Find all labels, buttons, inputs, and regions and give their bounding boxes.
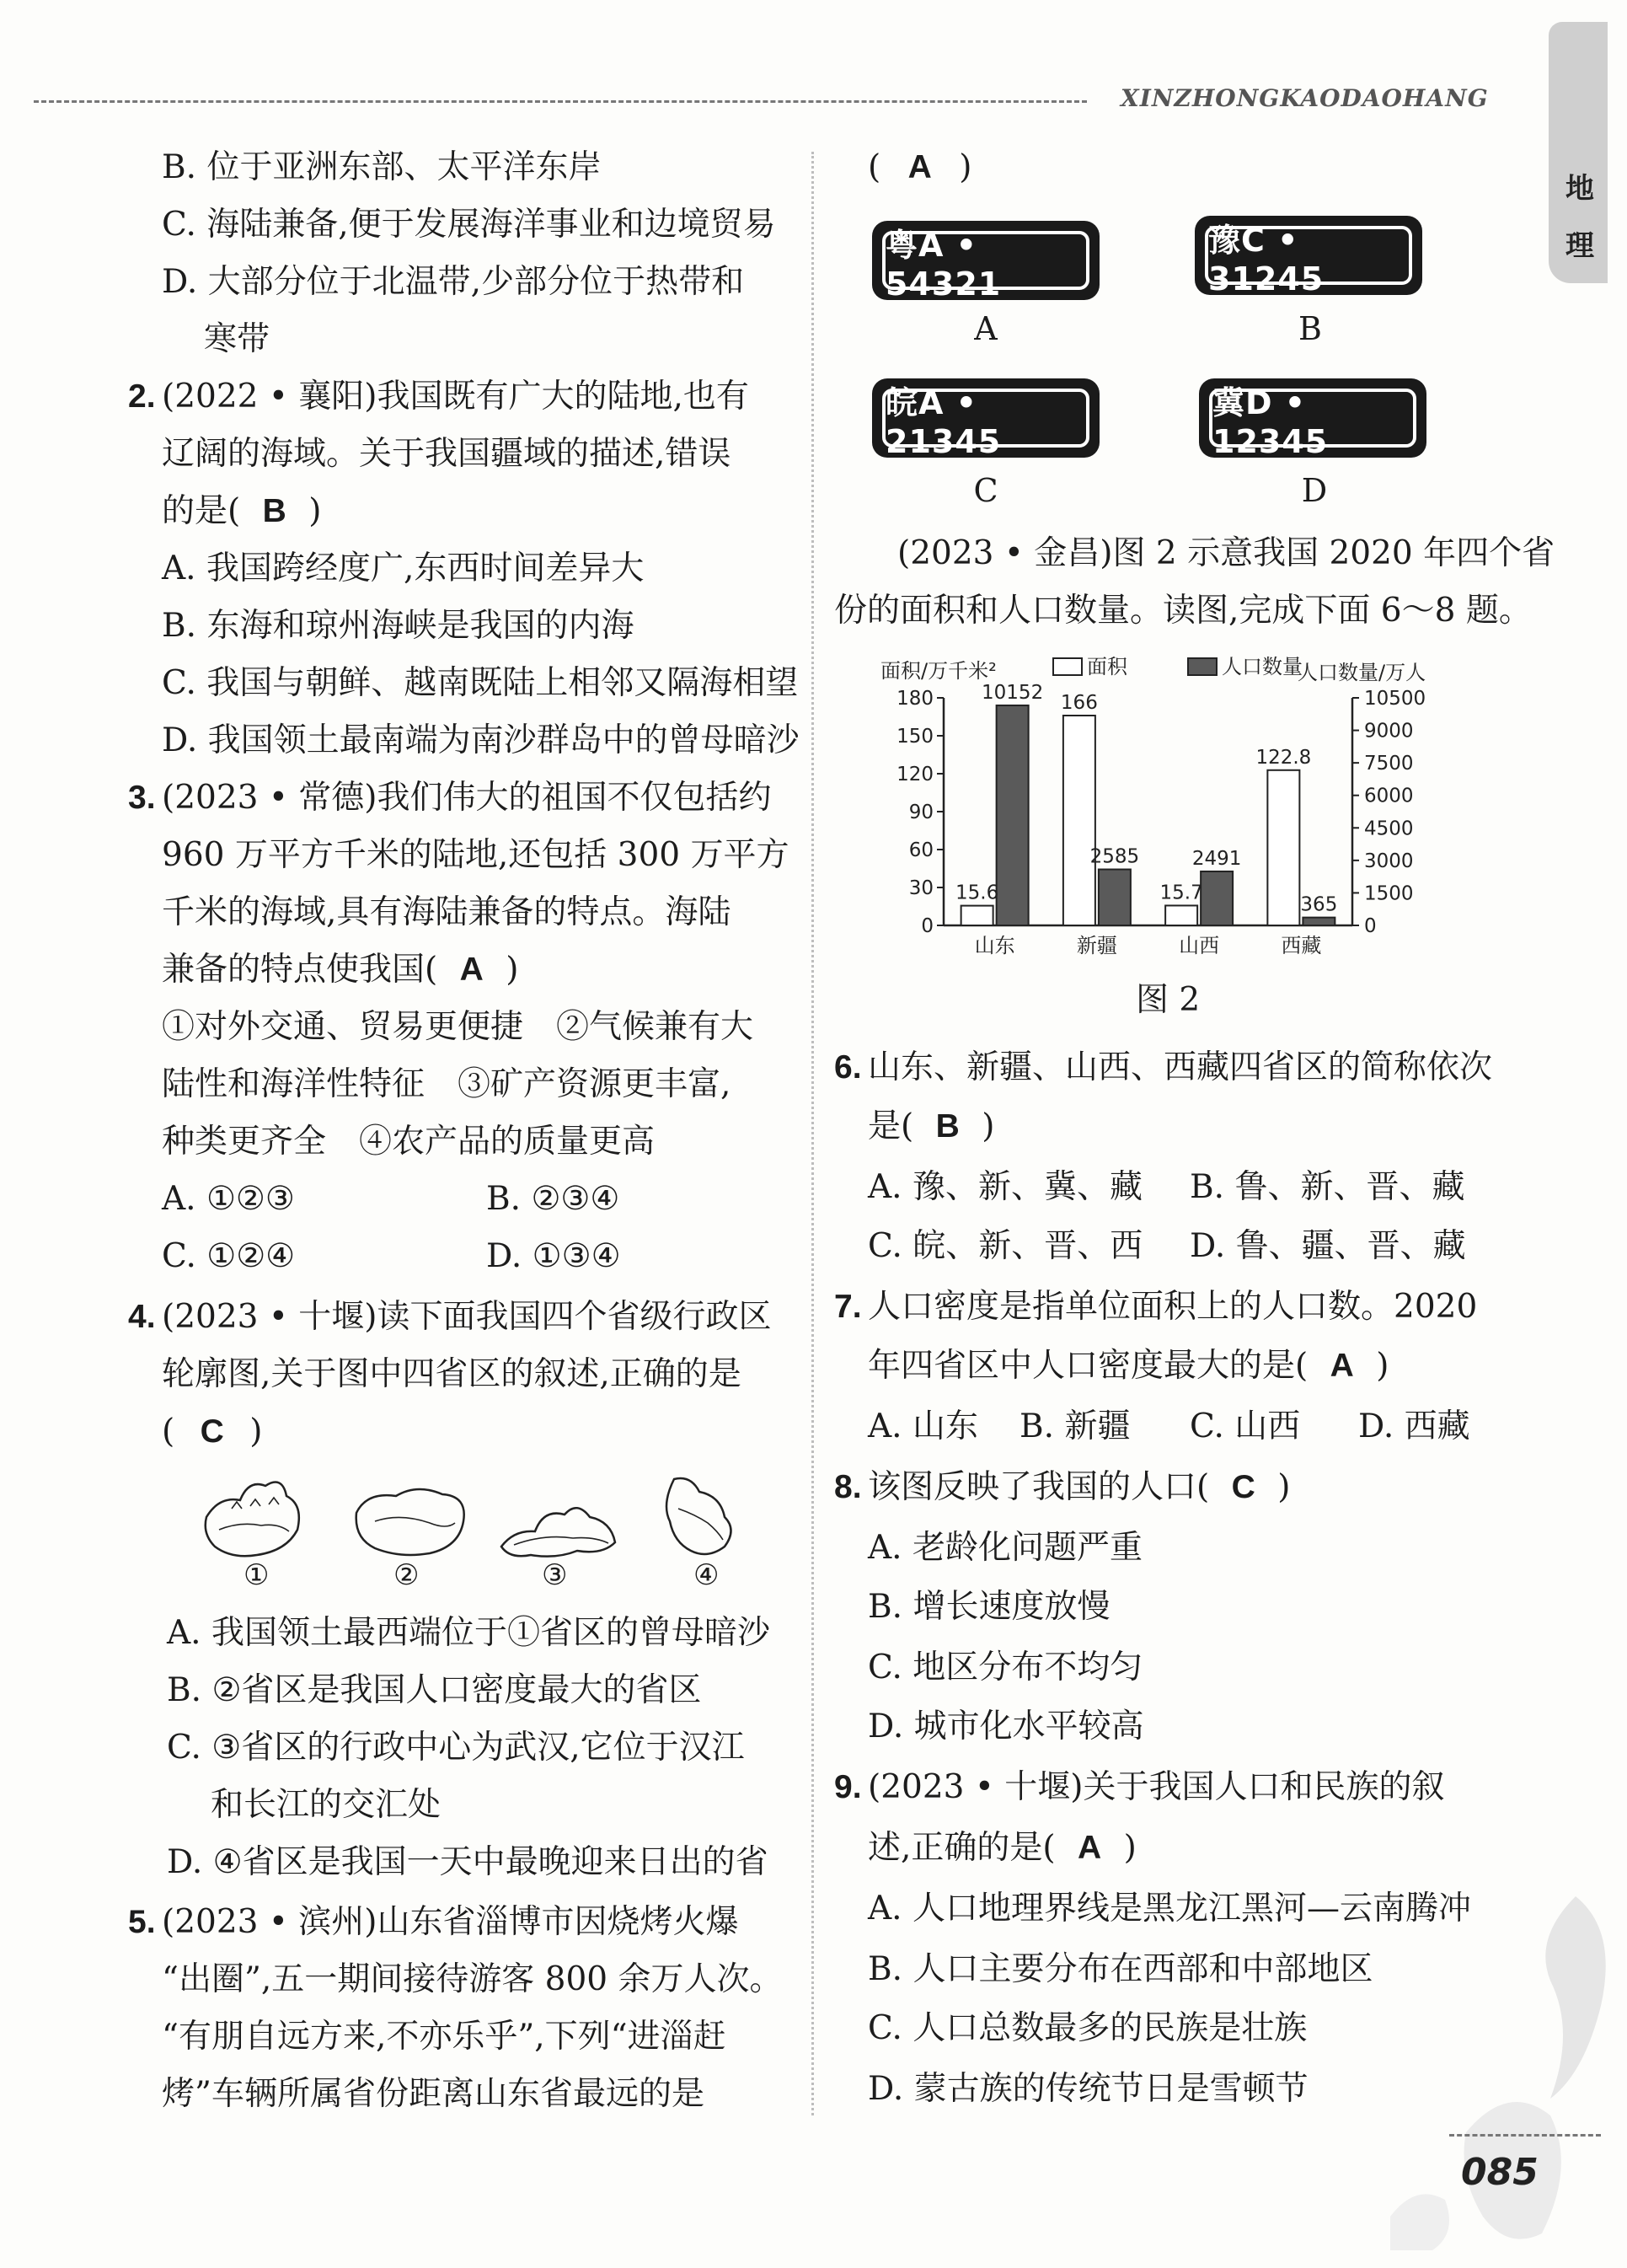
q4-option-c-cont: 和长江的交汇处 [211,1786,442,1824]
right-tick-label: 1500 [1364,882,1414,905]
q9-option-d: D. 蒙古族的传统节日是雪顿节 [868,2070,1309,2108]
q2-stem-3 [162,483,321,540]
q7-option-b: B. 新疆 [1020,1407,1131,1445]
q6-option-a: A. 豫、新、冀、藏 [868,1168,1143,1206]
q2-option-a: A. 我国跨经度广,东西时间差异大 [162,550,645,587]
running-title: XINZHONGKAODAOHANG [1121,84,1489,112]
q3-stem-4 [162,941,518,999]
q5-stem-2: “出圈”,五一期间接待游客 800 余万人次。 [162,1960,783,1998]
q8-option-b: B. 增长速度放慢 [868,1588,1111,1626]
figure-caption: 图 2 [1136,981,1201,1019]
q8-close: ) [1277,1468,1291,1506]
plate-d-label: D [1301,472,1328,509]
q8-option-d: D. 城市化水平较高 [868,1708,1144,1745]
q7-close: ) [1376,1347,1389,1385]
q6-option-b: B. 鲁、新、晋、藏 [1190,1168,1465,1206]
q7-option-c: C. 山西 [1190,1407,1301,1445]
chart-intro-1: (2023 • 金昌)图 2 示意我国 2020 年四个省 [897,534,1555,572]
right-tick-label: 9000 [1364,720,1414,743]
legend-population-label: 人口数量 [1222,655,1303,678]
q8-answer: C [1231,1469,1255,1505]
left-tick-label: 180 [896,688,934,710]
category-label: 山西 [1179,934,1220,957]
legend-population-swatch [1188,658,1217,675]
population-data-label: 10152 [982,681,1044,704]
q7-option-d: D. 西藏 [1358,1407,1470,1445]
q5-close: ) [959,148,972,186]
q6-stem-2-text: 是( [868,1107,914,1145]
q4-close: ) [249,1413,263,1450]
map-label-1: ① [244,1558,270,1592]
area-data-label: 15.7 [1159,882,1203,904]
q3-stem-3: 千米的海域,具有海陆兼备的特点。海陆 [162,893,731,931]
right-tick-label: 6000 [1364,785,1414,807]
left-tick-label: 0 [921,915,934,937]
q3-option-a: A. ①②③ [162,1180,295,1218]
q6-number: 6. [834,1049,862,1086]
q5-number: 5. [128,1904,156,1940]
q9-option-c: C. 人口总数最多的民族是壮族 [868,2009,1308,2047]
q9-option-a: A. 人口地理界线是黑龙江黑河—云南腾冲 [868,1890,1471,1928]
plate-b-text: 豫C • 31245 [1205,226,1412,285]
q2-stem-2: 辽阔的海域。关于我国疆域的描述,错误 [162,435,731,473]
plate-a-label: A [974,310,998,347]
population-data-label: 2585 [1089,845,1140,868]
population-bar [997,705,1029,925]
decorative-splash [1298,1879,1618,2250]
q4-stem-2: 轮廓图,关于图中四省区的叙述,正确的是 [162,1355,741,1393]
q5-answer: A [907,149,932,185]
q9-number: 9. [834,1769,862,1805]
area-bar [1165,905,1197,925]
q2-option-c: C. 我国与朝鲜、越南既陆上相邻又隔海相望 [162,664,799,702]
plate-b-label: B [1298,310,1322,347]
plate-c-text: 皖A • 21345 [882,389,1089,448]
plate-d [1199,378,1426,458]
plate-d-text: 冀D • 12345 [1209,389,1416,448]
q6-close: ) [982,1107,995,1145]
q3-number: 3. [128,780,156,816]
q8-option-a: A. 老龄化问题严重 [868,1529,1143,1567]
q1-option-b: B. 位于亚洲东部、太平洋东岸 [162,148,602,186]
q3-statement-2: 陆性和海洋性特征 ③矿产资源更丰富, [162,1065,731,1103]
q3-close: ) [506,951,519,989]
page-number: 085 [1461,2151,1539,2194]
map-outline-1 [206,1483,299,1557]
q8-stem-text: 该图反映了我国的人口( [868,1468,1210,1506]
q3-option-b: B. ②③④ [486,1180,620,1218]
q6-option-d: D. 鲁、疆、晋、藏 [1190,1227,1466,1265]
right-tick-label: 3000 [1364,850,1414,872]
q5-answer-line [868,139,971,196]
header-rule [34,100,1087,103]
right-tick-label: 7500 [1364,753,1414,775]
q5-stem-3: “有朋自远方来,不亦乐乎”,下列“进淄赶 [162,2018,726,2056]
left-tick-label: 120 [896,764,934,785]
q5-stem-4: 烤”车辆所属省份距离山东省最远的是 [162,2075,704,2113]
area-data-label: 15.6 [955,882,999,904]
q9-option-b: B. 人口主要分布在西部和中部地区 [868,1950,1373,1988]
plate-c-label: C [973,472,998,509]
q4-stem-1: (2023 • 十堰)读下面我国四个省级行政区 [162,1298,772,1336]
q1-option-d-cont: 寒带 [204,320,270,358]
population-data-label: 365 [1300,893,1338,916]
q4-number: 4. [128,1299,156,1335]
category-label: 山东 [974,934,1015,957]
q3-statement-1: ①对外交通、贸易更便捷 ②气候兼有大 [162,1008,754,1046]
q4-option-a: A. 我国领土最西端位于①省区的曾母暗沙 [167,1614,770,1652]
q9-stem-2 [868,1820,1137,1877]
q6-answer: B [935,1108,960,1145]
population-bar [1099,870,1131,925]
q2-option-b: B. 东海和琼州海峡是我国的内海 [162,607,634,645]
legend-area-swatch [1053,658,1082,675]
subject-tab [1549,22,1608,283]
footer-rule [1449,2134,1601,2137]
right-tick-label: 0 [1364,915,1377,937]
subject-tab-char-1: 地 [1565,172,1594,206]
q2-stem-3-text: 的是( [162,492,241,530]
q9-stem-2-text: 述,正确的是( [868,1829,1056,1867]
q8-number: 8. [834,1469,862,1505]
population-bar [1201,871,1233,925]
q3-answer: A [459,952,484,988]
q4-open: ( [162,1413,175,1450]
q4-option-c: C. ③省区的行政中心为武汉,它位于汉江 [167,1729,745,1767]
q9-close: ) [1123,1829,1137,1867]
q6-stem-1: 山东、新疆、山西、西藏四省区的简称依次 [868,1048,1493,1086]
left-tick-label: 90 [908,802,934,823]
plate-a [872,221,1100,303]
q7-option-a: A. 山东 [868,1407,978,1445]
left-tick-label: 30 [908,877,934,899]
category-label: 西藏 [1281,934,1322,957]
map-outline-4 [666,1478,731,1554]
chart-intro-2: 份的面积和人口数量。读图,完成下面 6～8 题。 [834,592,1532,630]
area-bar [961,906,993,925]
q2-answer: B [262,493,286,529]
left-tick-label: 150 [896,726,934,748]
province-outline-maps [198,1471,771,1597]
column-separator [811,152,814,2115]
q2-number: 2. [128,378,156,415]
q4-answer-line [162,1403,262,1461]
subject-tab-char-2: 理 [1565,229,1594,263]
q9-stem-1: (2023 • 十堰)关于我国人口和民族的叙 [868,1768,1445,1806]
q8-option-c: C. 地区分布不均匀 [868,1649,1143,1686]
q3-option-d: D. ①③④ [486,1237,621,1275]
q4-option-b: B. ②省区是我国人口密度最大的省区 [167,1671,702,1709]
area-bar [1063,716,1095,925]
q7-stem-2-text: 年四省区中人口密度最大的是( [868,1347,1309,1385]
left-axis-title: 面积/万千米² [880,659,997,683]
plate-b [1195,216,1422,298]
q3-statement-3: 种类更齐全 ④农产品的质量更高 [162,1123,656,1161]
q1-option-c: C. 海陆兼备,便于发展海洋事业和边境贸易 [162,206,776,244]
q7-number: 7. [834,1289,862,1325]
q7-stem-1: 人口密度是指单位面积上的人口数。2020 [868,1288,1478,1326]
q2-close: ) [308,492,322,530]
q2-stem-1: (2022 • 襄阳)我国既有广大的陆地,也有 [162,378,749,416]
population-data-label: 2491 [1191,847,1242,870]
q6-option-c: C. 皖、新、晋、西 [868,1227,1143,1265]
population-bar [1303,918,1335,925]
right-tick-label: 10500 [1364,688,1426,710]
area-data-label: 166 [1060,692,1098,714]
map-label-4: ④ [693,1558,720,1592]
plate-c [872,378,1100,458]
population-area-chart [876,647,1517,968]
q5-open: ( [868,148,881,186]
q6-stem-2 [868,1098,994,1155]
q3-option-c: C. ①②④ [162,1237,296,1275]
area-data-label: 122.8 [1255,746,1312,769]
q3-stem-2: 960 万平方千米的陆地,还包括 300 万平方 [162,836,789,874]
q7-answer: A [1330,1348,1354,1384]
q4-option-d: D. ④省区是我国一天中最晚迎来日出的省 [167,1843,768,1881]
area-bar [1267,770,1299,925]
q2-option-d: D. 我国领土最南端为南沙群岛中的曾母暗沙 [162,721,800,759]
q7-stem-2 [868,1338,1389,1395]
q5-stem-1: (2023 • 滨州)山东省淄博市因烧烤火爆 [162,1903,739,1941]
q1-option-d: D. 大部分位于北温带,少部分位于热带和 [162,263,745,301]
right-tick-label: 4500 [1364,818,1414,840]
map-label-3: ③ [542,1558,568,1592]
q9-answer: A [1078,1830,1102,1866]
category-label: 新疆 [1076,934,1117,957]
q3-stem-4-text: 兼备的特点使我国( [162,951,438,989]
q3-stem-1: (2023 • 常德)我们伟大的祖国不仅包括约 [162,779,772,817]
q4-answer: C [200,1413,224,1450]
left-tick-label: 60 [908,839,934,861]
plate-a-text: 粤A • 54321 [882,231,1089,290]
map-outline-2 [356,1489,464,1555]
map-label-2: ② [393,1558,420,1592]
right-axis-title: 人口数量/万人 [1298,661,1426,684]
q8-stem [868,1459,1290,1516]
legend-area-label: 面积 [1087,655,1127,678]
